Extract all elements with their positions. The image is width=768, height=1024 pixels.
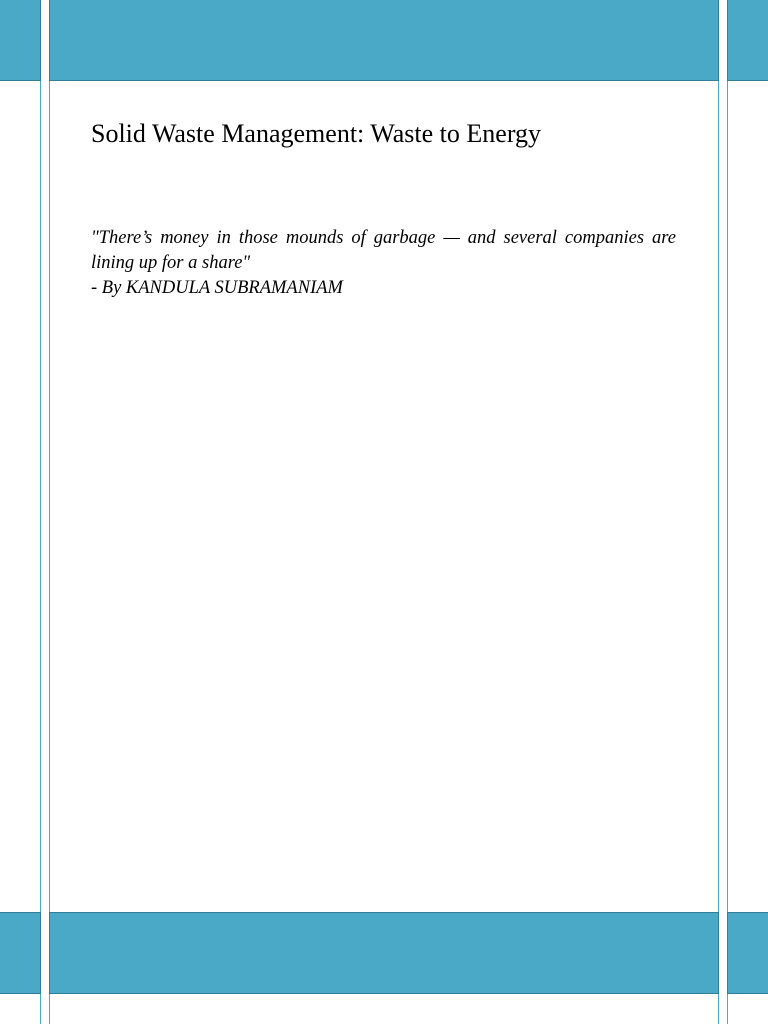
page-content (91, 112, 676, 301)
footer-band-left (0, 912, 41, 994)
header-band-right (727, 0, 768, 81)
header-band-left (0, 0, 41, 81)
frame-line-left-outer (40, 0, 41, 1024)
frame-line-right-inner (718, 0, 719, 1024)
footer-band-right (727, 912, 768, 994)
author-byline: - By KANDULA SUBRAMANIAM (91, 278, 343, 298)
frame-line-right-outer (727, 0, 728, 1024)
footer-band-center (49, 912, 719, 994)
document-title: Solid Waste Management: Waste to Energy (91, 119, 542, 148)
pull-quote: "There’s money in those mounds of garbage — and several companies are lining up for a share" (91, 228, 676, 273)
header-band-center (49, 0, 719, 81)
frame-line-left-inner (49, 0, 50, 1024)
